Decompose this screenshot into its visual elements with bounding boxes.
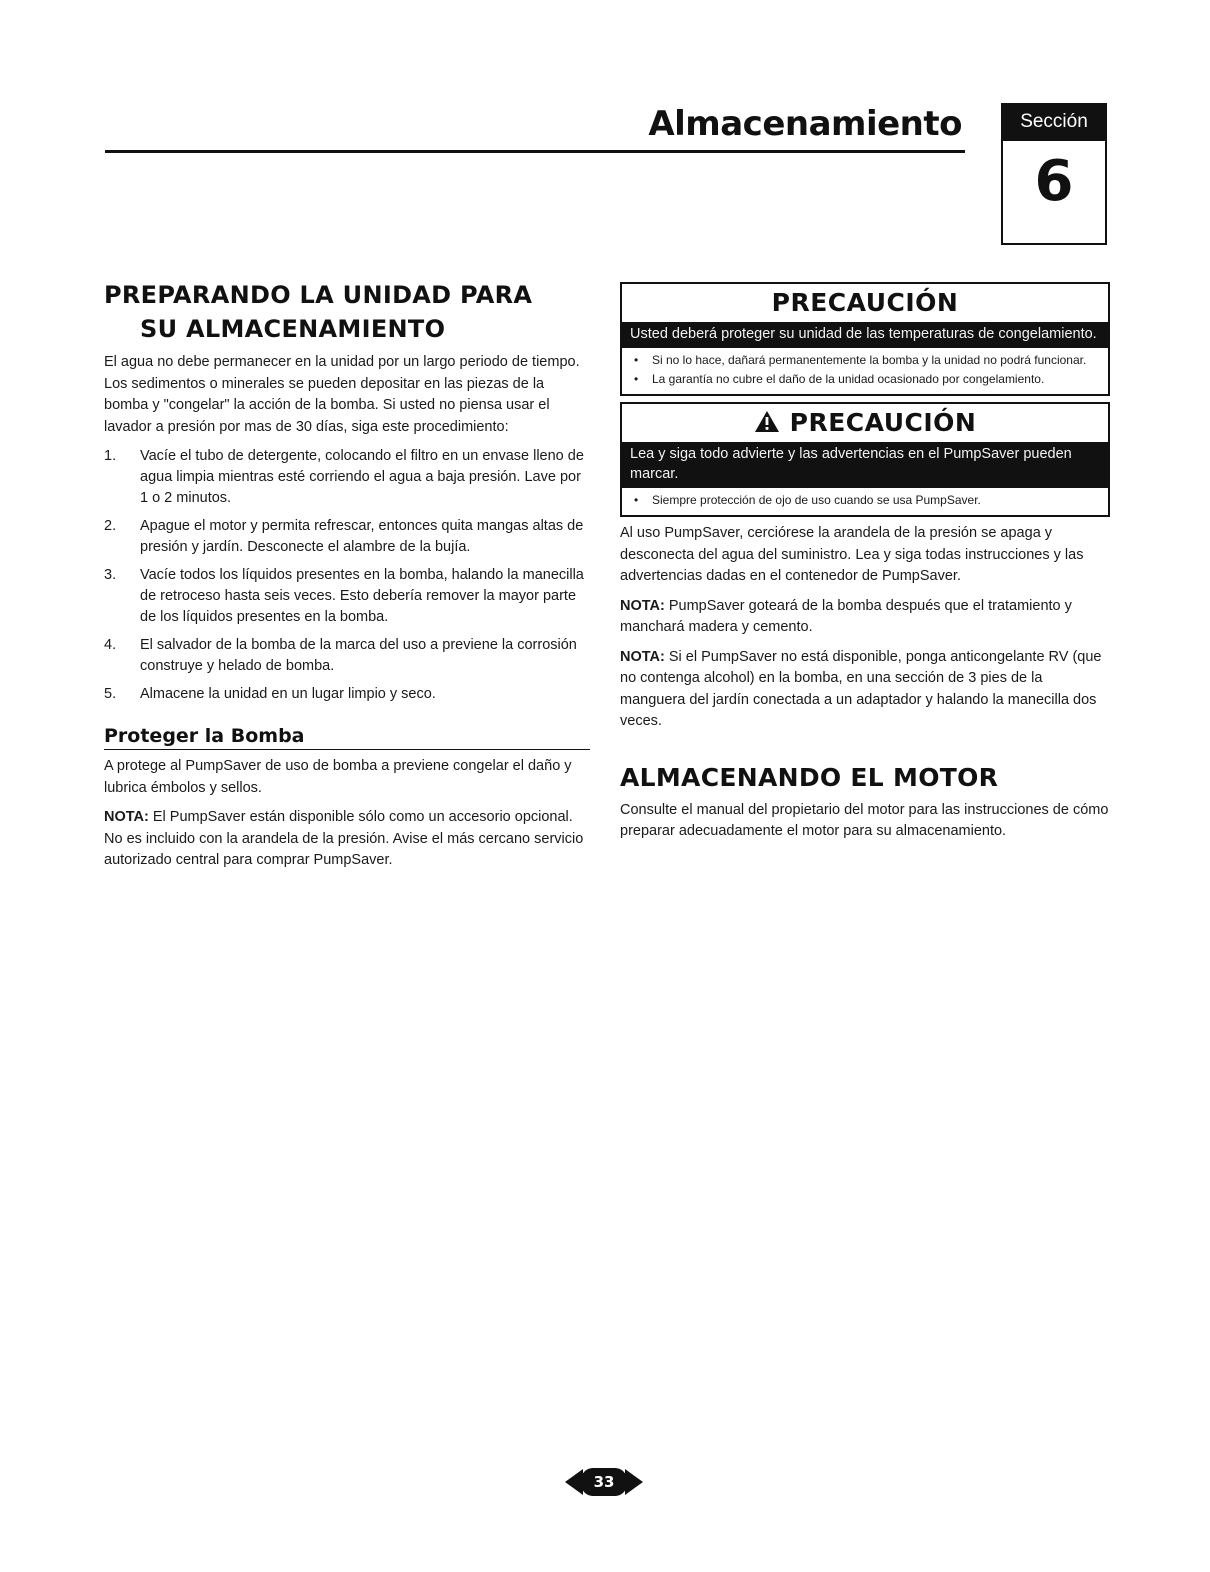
caution-bullet: • Si no lo hace, dañará permanentemente la bomba y la unidad no podrá funcionar. [630,352,1100,369]
caution-title-text: PRECAUCIÓN [789,408,977,437]
motor-storage-heading: ALMACENANDO EL MOTOR [620,762,999,792]
intro-paragraph: El agua no debe permanecer en la unidad por un largo periodo de tiempo. Los sedimentos o minerales se pueden depositar en las piezas de la bomba y "congelar" la acción de la bomba. Si usted no piensa usar el lavador a presión por mas de 30 días, siga este procedimiento: [104,354,580,435]
step-item [104,684,590,705]
heading-line-2: SU ALMACENAMIENTO [140,315,446,343]
caution-title: PRECAUCIÓN [771,288,959,317]
nota-paragraph [104,807,590,872]
caution-message: Lea y siga todo advierte y las advertencias en el PumpSaver pueden marcar. [622,442,1108,488]
left-column [104,278,590,880]
step-text: Almacene la unidad en un lugar limpio y seco. [140,686,436,702]
step-number: 4. [104,637,117,653]
protect-pump-paragraph: A protege al PumpSaver de uso de bomba a previene congelar el daño y lubrica émbolos y sellos. [104,758,572,796]
caution-title [622,404,1108,442]
step-text: Vacíe el tubo de detergente, colocando el filtro en un envase lleno de agua limpia mientras esté corriendo el agua a baja presión. Lave por 1 o 2 minutos. [140,448,584,506]
caution-bullet: • Siempre protección de ojo de uso cuando se usa PumpSaver. [630,492,1100,509]
section-badge [1001,103,1107,245]
protect-pump-heading: Proteger la Bomba [104,725,590,750]
caution-bullet: • La garantía no cubre el daño de la unidad ocasionado por congelamiento. [630,371,1100,388]
caution-box-freeze [620,282,1110,396]
caution-box-pumpsaver [620,402,1110,517]
nota-paragraph [620,647,1110,733]
step-number: 3. [104,567,117,583]
nota-label: NOTA: [620,597,665,614]
section-number: 6 [1034,149,1074,214]
warning-triangle-icon [754,410,780,433]
step-item [104,446,590,509]
step-item [104,635,590,677]
page-number: 33 [593,1473,615,1491]
nota-text: PumpSaver goteará de la bomba después que el tratamiento y manchará madera y cemento. [620,597,1072,635]
procedure-steps [104,446,590,705]
nota-label: NOTA: [620,648,665,665]
title-rule [105,150,965,153]
step-number: 2. [104,518,117,534]
caution-bullets [622,348,1108,394]
usage-paragraph: Al uso PumpSaver, cerciórese la arandela de la presión se apaga y desconecta del agua del suministro. Lea y siga todas instrucciones y las advertencias dadas en el contenedor de PumpSaver. [620,525,1084,584]
page-number-badge [565,1466,643,1498]
nota-label: NOTA: [104,809,149,825]
step-text: Vacíe todos los líquidos presentes en la bomba, halando la manecilla de retroceso hasta seis veces. Esto debería remover la mayor parte de los líquidos presentes en la bomba. [140,567,584,625]
right-column [620,282,1110,851]
step-text: El salvador de la bomba de la marca del uso a previene la corrosión construye y helado de bomba. [140,637,577,674]
step-item [104,565,590,628]
step-number: 1. [104,448,117,464]
motor-storage-paragraph: Consulte el manual del propietario del motor para las instrucciones de cómo preparar adecuadamente el motor para su almacenamiento. [620,801,1109,839]
caution-bullets [622,488,1108,515]
step-number: 5. [104,686,117,702]
section-label: Sección [1003,105,1105,141]
nota-paragraph [620,596,1110,639]
step-text: Apague el motor y permita refrescar, entonces quita mangas altas de presión y jardín. Desconecte el alambre de la bujía. [140,518,584,555]
heading-line-1: PREPARANDO LA UNIDAD PARA [104,281,533,309]
caution-message: Usted deberá proteger su unidad de las temperaturas de congelamiento. [622,322,1108,348]
storage-prep-heading [104,278,590,346]
step-item [104,516,590,558]
page-header [0,0,1210,260]
nota-text: El PumpSaver están disponible sólo como un accesorio opcional. No es incluido con la arandela de la presión. Avise el más cercano servicio autorizado central para comprar PumpSaver. [104,809,584,868]
page-title: Almacenamiento [648,104,962,144]
nota-text: Si el PumpSaver no está disponible, ponga anticongelante RV (que no contenga alcohol) en la bomba, en una sección de 3 pies de la manguera del jardín conectada a un adaptador y halando la manecilla dos veces. [620,648,1102,729]
